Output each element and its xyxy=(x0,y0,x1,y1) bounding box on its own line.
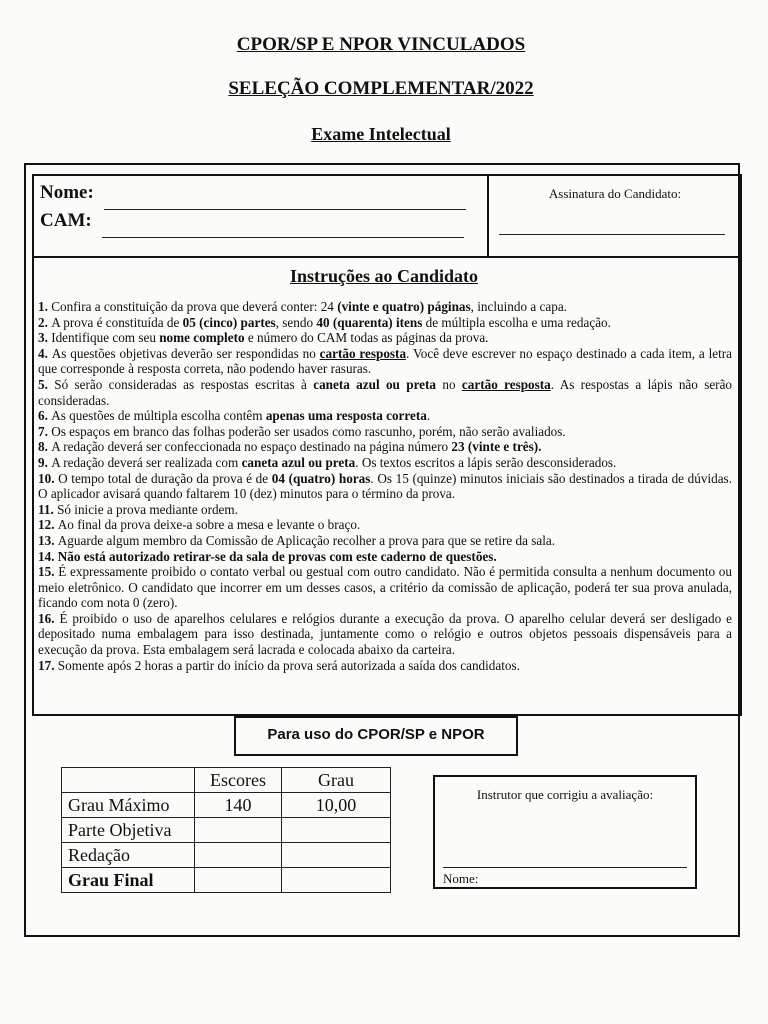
instruction-item xyxy=(38,658,732,674)
instruction-text: Identifique com seu nome completo e número do CAM todas as páginas da prova. xyxy=(51,330,489,346)
header-line-1: CPOR/SP E NPOR VINCULADOS xyxy=(236,34,526,55)
instruction-item xyxy=(38,408,732,424)
table-header-row xyxy=(62,768,391,793)
instruction-item xyxy=(38,471,732,502)
instruction-text: Os espaços em branco das folhas poderão ser usados como rascunho, porém, não serão avaliados. xyxy=(51,423,566,439)
row-label: Grau Máximo xyxy=(62,793,195,818)
instruction-number: 15. xyxy=(38,564,59,580)
instruction-item xyxy=(38,424,732,440)
instrutor-line[interactable] xyxy=(443,867,687,868)
instruction-item xyxy=(38,377,732,408)
instruction-item xyxy=(38,346,732,377)
instruction-item xyxy=(38,564,732,611)
instruction-number: 9. xyxy=(38,454,52,470)
table-row xyxy=(62,818,391,843)
instruction-text: As questões de múltipla escolha contêm apenas uma resposta correta. xyxy=(51,408,431,424)
grau-cell[interactable] xyxy=(282,818,391,843)
nome-field[interactable] xyxy=(104,209,466,210)
instruction-number: 13. xyxy=(38,532,58,548)
instruction-number: 1. xyxy=(38,299,52,314)
table-header-escores: Escores xyxy=(195,768,282,793)
instruction-text: A prova é constituída de 05 (cinco) partes, sendo 40 (quarenta) itens de múltipla escolha e uma redação. xyxy=(51,314,611,330)
instruction-number: 10. xyxy=(38,470,59,486)
table-header-grau: Grau xyxy=(282,768,391,793)
instrutor-title: Instrutor que corrigiu a avaliação: xyxy=(476,787,654,802)
row-label: Parte Objetiva xyxy=(62,818,195,843)
instruction-number: 17. xyxy=(38,657,58,673)
instruction-text: Confira a constituição da prova que deverá conter: 24 (vinte e quatro) páginas, incluindo a capa. xyxy=(51,299,567,314)
instruction-item xyxy=(38,533,732,549)
instruction-text: Só serão consideradas as respostas escritas à caneta azul ou preta no cartão resposta. As respostas a lápis não serão consideradas. xyxy=(38,376,733,408)
escore-cell[interactable] xyxy=(195,818,282,843)
grau-cell[interactable] xyxy=(282,843,391,868)
instruction-item xyxy=(38,299,732,315)
instruction-number: 16. xyxy=(38,610,60,626)
nome-label: Nome: xyxy=(40,182,94,203)
instruction-text: O tempo total de duração da prova é de 04 (quatro) horas. Os 15 (quinze) minutos iniciais são destinados a tirada de dúvidas. O aplicador avisará quando faltarem 10 (dez) minutos para o término da prova. xyxy=(38,470,732,502)
table-row xyxy=(62,793,391,818)
instruction-number: 3. xyxy=(38,330,52,346)
grau-cell[interactable] xyxy=(282,868,391,893)
instruction-item xyxy=(38,502,732,518)
instruction-item xyxy=(38,330,732,346)
row-label: Grau Final xyxy=(62,868,195,893)
instruction-number: 11. xyxy=(38,501,58,517)
instrutor-nome-label: Nome: xyxy=(443,871,479,886)
exam-title: Exame Intelectual xyxy=(311,124,451,144)
instruction-text: É expressamente proibido o contato verbal ou gestual com outro candidato. Não é permitida consulta a nenhum documento ou meio eletrônico. O candidato que incorrer em um desses casos, a critério da comissão de aplicação, poderá ter sua prova anulada, ficando com nota 0 (zero). xyxy=(38,564,732,611)
instruction-text: Só inicie a prova mediante ordem. xyxy=(57,501,238,517)
instruction-number: 5. xyxy=(38,376,55,392)
signature-field[interactable] xyxy=(499,234,725,235)
grades-table xyxy=(61,767,391,893)
instruction-item xyxy=(38,517,732,533)
instruction-text: A redação deverá ser confeccionada no espaço destinado na página número 23 (vinte e três). xyxy=(51,439,542,455)
escore-cell[interactable] xyxy=(195,843,282,868)
instruction-number: 6. xyxy=(38,408,52,424)
signature-label: Assinatura do Candidato: xyxy=(548,186,682,201)
instruction-item xyxy=(38,315,732,331)
escore-cell[interactable] xyxy=(195,868,282,893)
instruction-number: 8. xyxy=(38,439,52,455)
instruction-item xyxy=(38,549,732,565)
row-label: Redação xyxy=(62,843,195,868)
instruction-number: 12. xyxy=(38,517,58,533)
table-row xyxy=(62,843,391,868)
instruction-number: 14. xyxy=(38,548,58,564)
instruction-item xyxy=(38,439,732,455)
cam-field[interactable] xyxy=(102,237,464,238)
instructions-title: Instruções ao Candidato xyxy=(289,266,479,286)
instruction-text: As questões objetivas deverão ser respondidas no cartão resposta. Você deve escrever no espaço destinado a cada item, a letra que corresponde à resposta correta, não podendo haver rasuras. xyxy=(38,345,732,377)
instruction-number: 7. xyxy=(38,423,52,439)
instruction-text: A redação deverá ser realizada com caneta azul ou preta. Os textos escritos a lápis serão desconsiderados. xyxy=(51,454,617,470)
grau-cell[interactable]: 10,00 xyxy=(282,793,391,818)
instrutor-box xyxy=(433,775,697,889)
instruction-number: 4. xyxy=(38,345,52,361)
uso-box: Para uso do CPOR/SP e NPOR xyxy=(234,716,518,756)
instruction-item xyxy=(38,455,732,471)
instruction-text: Ao final da prova deixe-a sobre a mesa e levante o braço. xyxy=(57,517,361,533)
escore-cell[interactable]: 140 xyxy=(195,793,282,818)
header-line-2: SELEÇÃO COMPLEMENTAR/2022 xyxy=(228,78,534,99)
instruction-text: Somente após 2 horas a partir do início da prova será autorizada a saída dos candidatos. xyxy=(57,657,520,673)
instruction-item xyxy=(38,611,732,658)
instruction-text: Aguarde algum membro da Comissão de Aplicação recolher a prova para que se retire da sala. xyxy=(57,532,556,548)
instructions-list xyxy=(38,299,732,673)
table-header-cell xyxy=(62,768,195,793)
instruction-text: É proibido o uso de aparelhos celulares e relógios durante a execução da prova. O aparelho celular deverá ser desligado e depositado numa embalagem para isso destinada, juntamente como o relógio e outros objetos pessoais dispensáveis para a execução da prova. Esta embalagem será lacrada e colocada abaixo da carteira. xyxy=(38,610,733,658)
cam-label: CAM: xyxy=(40,210,92,231)
instruction-number: 2. xyxy=(38,314,52,330)
table-row xyxy=(62,868,391,893)
instruction-text: Não está autorizado retirar-se da sala de provas com este caderno de questões. xyxy=(57,548,497,564)
